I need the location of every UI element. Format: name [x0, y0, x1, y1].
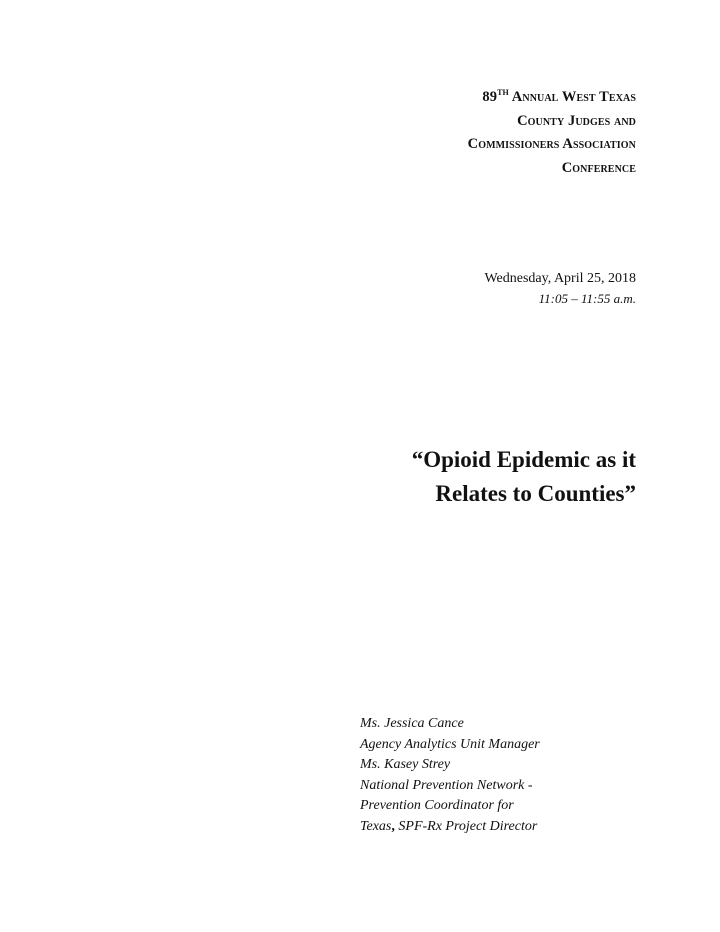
conference-heading: [468, 86, 636, 180]
event-time: 11:05 – 11:55 a.m.: [538, 291, 636, 306]
heading-line-2: County Judges and: [517, 112, 636, 129]
heading-line-4: Conference: [561, 159, 636, 176]
session-title-line-1: “Opioid Epidemic as it: [411, 447, 636, 472]
heading-line-1-text: Annual West Texas: [511, 89, 636, 105]
heading-ordinal-number: 89: [482, 89, 498, 105]
presenter-2-title-line-3: [360, 817, 540, 838]
presenter-1-title: Agency Analytics Unit Manager: [360, 736, 540, 752]
presenter-2-title-line-3-part-1: Texas: [360, 818, 392, 834]
presenter-1-name: Ms. Jessica Cance: [360, 716, 464, 731]
heading-ordinal-suffix: TH: [497, 88, 509, 97]
heading-line-3: Commissioners Association: [467, 136, 636, 152]
heading-line-1: [468, 86, 636, 110]
event-datetime: [484, 269, 636, 309]
presenter-2-title-line-1: National Prevention Network -: [360, 777, 533, 793]
presenter-2-title-line-3-part-2: SPF-Rx Project Director: [394, 818, 538, 834]
presenter-2-title-line-3-comma: ,: [391, 818, 395, 834]
presenter-2-name: Ms. Kasey Strey: [360, 757, 451, 772]
session-title-line-2: Relates to Counties”: [435, 481, 636, 506]
event-date: Wednesday, April 25, 2018: [484, 271, 636, 286]
session-title: [412, 443, 636, 511]
presenter-2-title-line-2: Prevention Coordinator for: [360, 798, 514, 813]
presenters-block: [360, 714, 540, 837]
